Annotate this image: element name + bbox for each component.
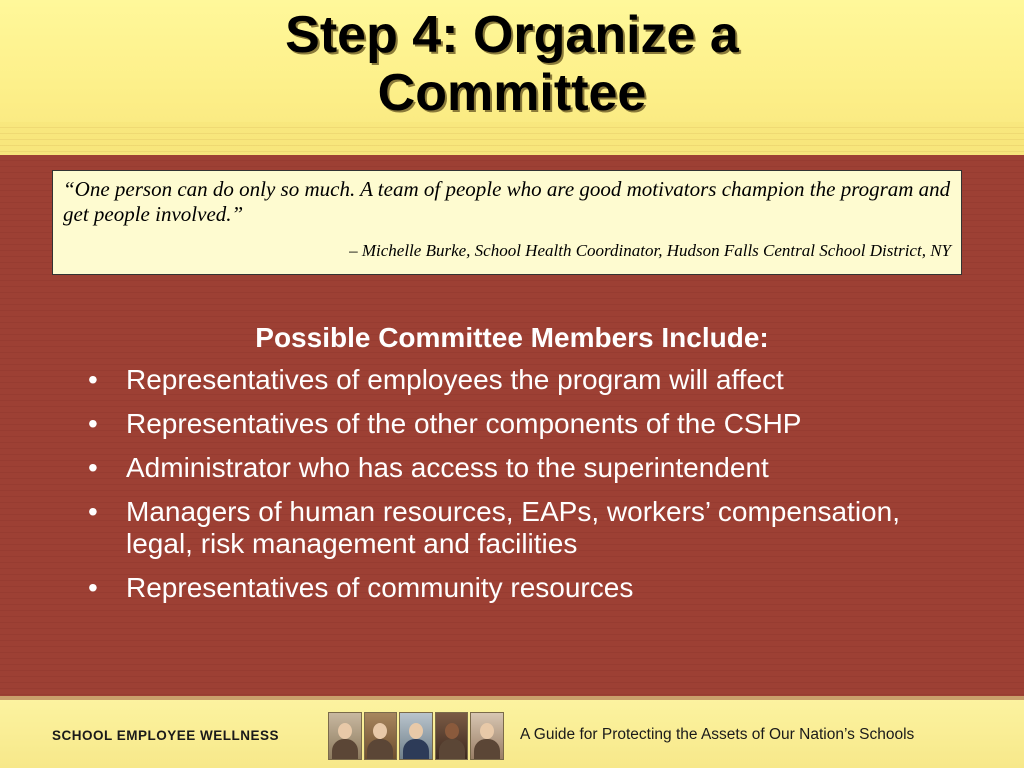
slide-title-line-2: Committee bbox=[377, 64, 647, 122]
list-item-text: Representatives of community resources bbox=[126, 572, 634, 603]
list-item bbox=[88, 408, 968, 440]
photo-person-icon bbox=[364, 712, 398, 760]
slide-title-line-1: Step 4: Organize a bbox=[285, 6, 739, 64]
bullet-icon: • bbox=[88, 364, 98, 395]
bullet-icon: • bbox=[88, 572, 98, 603]
quote-attribution: – Michelle Burke, School Health Coordinator, Hudson Falls Central School District, NY bbox=[349, 241, 951, 260]
list-item bbox=[88, 364, 968, 396]
footer-photo-strip bbox=[328, 712, 504, 760]
photo-person-icon bbox=[399, 712, 433, 760]
list-item bbox=[88, 452, 968, 484]
list-item-text: Administrator who has access to the superintendent bbox=[126, 452, 769, 483]
slide-title bbox=[0, 6, 1024, 122]
bullet-icon: • bbox=[88, 452, 98, 483]
members-heading: Possible Committee Members Include: bbox=[255, 322, 769, 353]
title-band-stripes bbox=[0, 122, 1024, 155]
list-item-text: Representatives of the other components of the CSHP bbox=[126, 408, 802, 439]
footer-program-label: SCHOOL EMPLOYEE WELLNESS bbox=[52, 728, 280, 743]
quote-box bbox=[52, 170, 962, 275]
photo-person-icon bbox=[328, 712, 362, 760]
quote-text: “One person can do only so much. A team of people who are good motivators champion the program and get people involved.” bbox=[63, 177, 951, 226]
members-list bbox=[88, 364, 968, 616]
list-item-text: Representatives of employees the program will affect bbox=[126, 364, 784, 395]
list-item bbox=[88, 496, 968, 560]
photo-person-icon bbox=[470, 712, 504, 760]
list-item bbox=[88, 572, 968, 604]
title-band bbox=[0, 0, 1024, 155]
list-item-text: Managers of human resources, EAPs, workers’ compensation, legal, risk management and facilities bbox=[126, 496, 900, 559]
bullet-icon: • bbox=[88, 496, 98, 527]
bullet-icon: • bbox=[88, 408, 98, 439]
footer bbox=[0, 700, 1024, 768]
footer-guide-subtitle: A Guide for Protecting the Assets of Our Nation’s Schools bbox=[520, 726, 915, 743]
photo-person-icon bbox=[435, 712, 469, 760]
